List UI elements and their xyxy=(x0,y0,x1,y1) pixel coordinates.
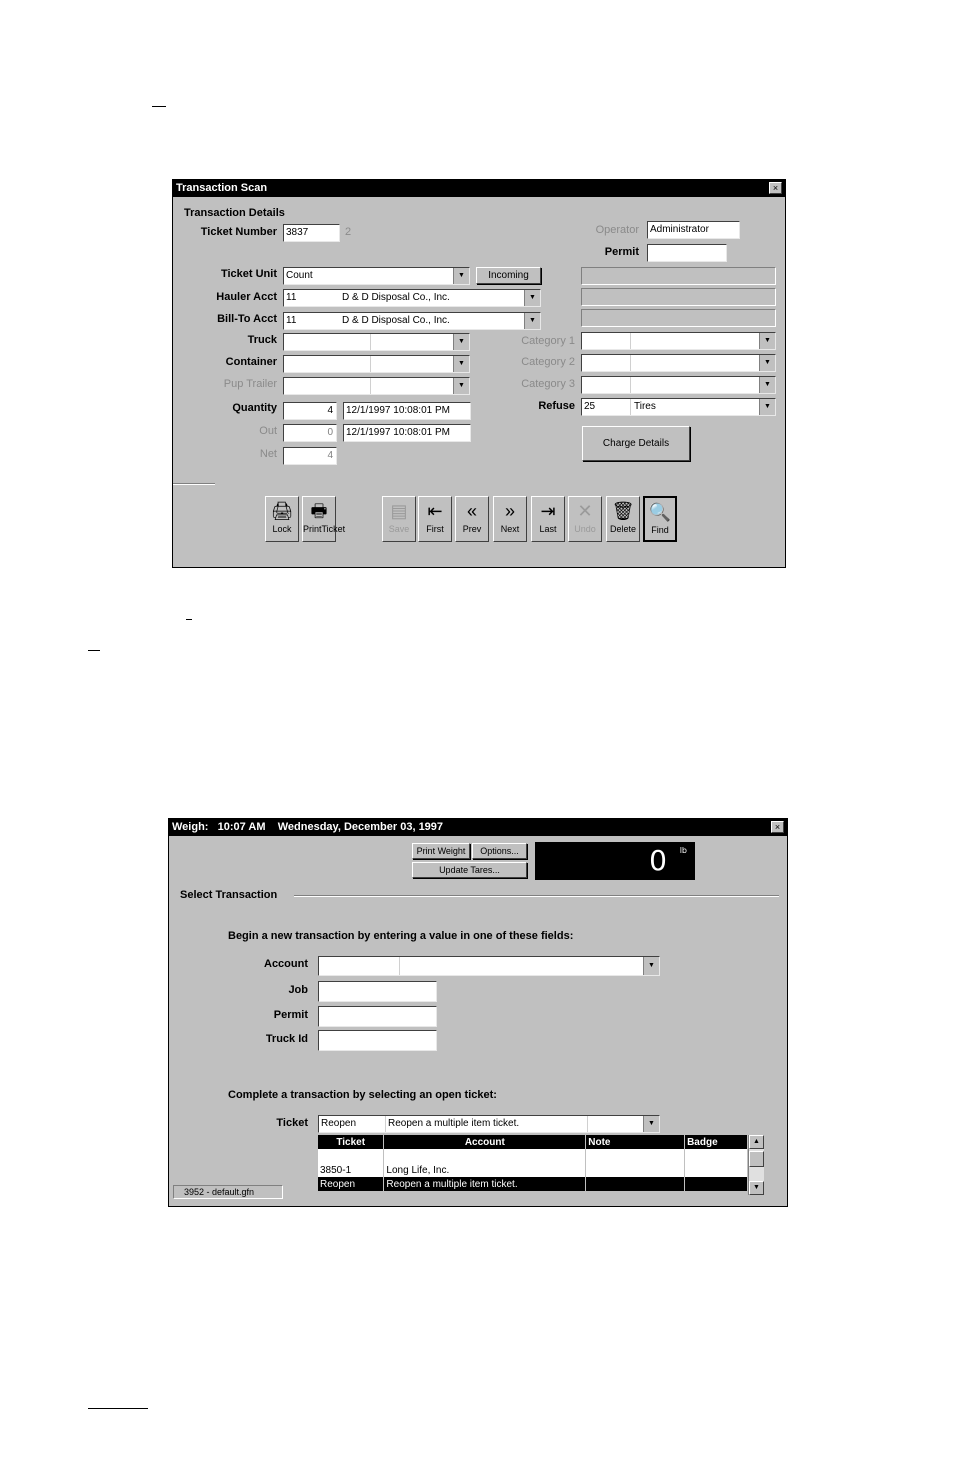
printticket-button[interactable] xyxy=(302,496,346,542)
table-cell xyxy=(318,1149,384,1163)
chevron-down-icon[interactable]: ▼ xyxy=(643,957,659,975)
operator-field[interactable]: Administrator xyxy=(647,221,740,239)
magnifier-icon: 🔍 xyxy=(648,502,672,522)
billto-acct-label: Bill-To Acct xyxy=(217,313,277,325)
close-icon[interactable]: × xyxy=(769,182,782,194)
weigh-window xyxy=(168,818,788,1207)
table-cell xyxy=(586,1177,685,1191)
quantity-time-field[interactable]: 12/1/1997 10:08:01 PM xyxy=(343,402,471,420)
ticket-unit-label: Ticket Unit xyxy=(220,268,277,280)
refuse-name: Tires xyxy=(634,401,656,412)
truck-id-label: Truck Id xyxy=(265,1033,308,1045)
billto-acct-select[interactable] xyxy=(283,312,541,330)
last-icon: ⇥ xyxy=(540,501,556,521)
weight-display xyxy=(535,842,695,880)
table-row[interactable] xyxy=(318,1149,748,1163)
net-label: Net xyxy=(259,448,277,460)
status-bar xyxy=(173,1185,283,1199)
table-row[interactable] xyxy=(318,1177,748,1191)
permit-label: Permit xyxy=(604,246,639,258)
refuse-select[interactable] xyxy=(581,398,776,416)
refuse-code: 25 xyxy=(584,401,596,412)
toolbar-button-label: Undo xyxy=(574,524,596,534)
billto-code: 11 xyxy=(286,315,297,326)
ticket-select[interactable] xyxy=(318,1115,660,1133)
table-cell: Reopen xyxy=(318,1177,384,1191)
window-title: Transaction Scan xyxy=(173,180,785,197)
undo-icon: ✕ xyxy=(577,501,593,521)
chevron-down-icon[interactable]: ▼ xyxy=(759,399,775,415)
table-cell: Reopen a multiple item ticket. xyxy=(384,1177,586,1191)
account-select[interactable] xyxy=(318,956,660,976)
category2-select[interactable] xyxy=(581,354,776,372)
toolbar-button-label: Last xyxy=(539,524,557,534)
toolbar-button-label: Delete xyxy=(609,524,636,534)
ticket-desc: Reopen a multiple item ticket. xyxy=(388,1118,520,1129)
category3-select[interactable] xyxy=(581,376,776,394)
column-header[interactable]: Badge xyxy=(685,1135,748,1149)
info-panel-3 xyxy=(581,309,776,327)
save-icon: ▤ xyxy=(390,501,408,521)
status-text: 3952 - default.gfn xyxy=(184,1187,255,1197)
ticket-unit-value: Count xyxy=(286,270,313,281)
permit-label: Permit xyxy=(273,1009,308,1021)
pup-trailer-label: Pup Trailer xyxy=(223,378,277,390)
lock-button[interactable] xyxy=(265,496,299,542)
chevron-down-icon[interactable]: ▼ xyxy=(453,378,469,394)
net-field: 4 xyxy=(283,447,337,465)
quantity-field[interactable]: 4 xyxy=(283,402,337,420)
section-border xyxy=(294,895,779,897)
toolbar-button-label: PrintTicket xyxy=(303,524,346,534)
table-cell xyxy=(685,1163,748,1177)
toolbar-button-label: First xyxy=(426,524,444,534)
print-weight-button[interactable]: Print Weight xyxy=(412,843,470,859)
begin-instruction: Begin a new transaction by entering a value in one of these fields: xyxy=(228,930,574,942)
column-header[interactable]: Account xyxy=(384,1135,586,1149)
scroll-up-icon[interactable]: ▲ xyxy=(749,1135,764,1149)
ticket-number-field[interactable]: 3837 xyxy=(283,224,340,242)
out-label: Out xyxy=(259,425,277,437)
prev-icon: « xyxy=(466,501,477,521)
truck-select[interactable] xyxy=(283,333,470,351)
toolbar-button-label: Lock xyxy=(272,524,292,534)
table-cell xyxy=(586,1163,685,1177)
options-button[interactable]: Options... xyxy=(472,843,527,859)
pup-trailer-select[interactable] xyxy=(283,377,470,395)
permit-field[interactable] xyxy=(647,244,727,262)
update-tares-button[interactable]: Update Tares... xyxy=(412,862,527,878)
chevron-down-icon[interactable]: ▼ xyxy=(453,268,469,284)
hauler-name: D & D Disposal Co., Inc. xyxy=(342,292,450,303)
next-button[interactable] xyxy=(493,496,527,542)
save-button[interactable] xyxy=(382,496,416,542)
hauler-acct-label: Hauler Acct xyxy=(216,291,277,303)
hauler-code: 11 xyxy=(286,292,297,303)
hauler-acct-select[interactable] xyxy=(283,289,541,307)
info-panel-1 xyxy=(581,267,776,285)
scroll-thumb[interactable] xyxy=(749,1151,764,1167)
table-cell: Long Life, Inc. xyxy=(384,1163,586,1177)
permit-input[interactable] xyxy=(318,1006,437,1027)
billto-name: D & D Disposal Co., Inc. xyxy=(342,315,450,326)
category1-select[interactable] xyxy=(581,332,776,350)
ticket-label: Ticket xyxy=(276,1117,308,1129)
section-title: Transaction Details xyxy=(184,207,285,219)
container-select[interactable] xyxy=(283,355,470,373)
out-field[interactable]: 0 xyxy=(283,424,337,442)
transaction-scan-window xyxy=(172,179,786,568)
section-title: Select Transaction xyxy=(180,889,278,901)
scroll-down-icon[interactable]: ▼ xyxy=(749,1181,764,1195)
info-panel-2 xyxy=(581,288,776,306)
category3-label: Category 3 xyxy=(521,378,575,390)
job-input[interactable] xyxy=(318,981,437,1002)
close-icon[interactable]: × xyxy=(771,821,784,833)
truck-label: Truck xyxy=(247,334,277,346)
ticket-suffix: 2 xyxy=(345,226,352,238)
column-header[interactable]: Note xyxy=(586,1135,685,1149)
chevron-down-icon[interactable]: ▼ xyxy=(453,356,469,372)
charge-details-button[interactable]: Charge Details xyxy=(582,426,690,461)
account-label: Account xyxy=(264,958,308,970)
first-button[interactable] xyxy=(418,496,452,542)
chevron-down-icon[interactable]: ▼ xyxy=(759,355,775,371)
delete-button[interactable] xyxy=(606,496,640,542)
chevron-down-icon[interactable]: ▼ xyxy=(524,313,540,329)
container-label: Container xyxy=(225,356,277,368)
chevron-down-icon[interactable]: ▼ xyxy=(759,377,775,393)
incoming-button[interactable]: Incoming xyxy=(476,267,541,284)
weight-value: 0 xyxy=(649,844,667,877)
table-cell xyxy=(586,1149,685,1163)
toolbar-button-label: Prev xyxy=(462,524,482,534)
ticket-code: Reopen xyxy=(321,1118,357,1129)
lock-icon: 🖨 xyxy=(270,501,294,521)
trash-icon: 🗑 xyxy=(611,501,635,521)
category2-label: Category 2 xyxy=(521,356,575,368)
chevron-down-icon[interactable]: ▼ xyxy=(524,290,540,306)
next-icon: » xyxy=(504,501,515,521)
ticket-number-label: Ticket Number xyxy=(200,226,277,238)
category1-label: Category 1 xyxy=(521,335,575,347)
chevron-down-icon[interactable]: ▼ xyxy=(759,333,775,349)
printer-icon: 🖶 xyxy=(310,501,328,521)
ticket-unit-select[interactable] xyxy=(283,267,470,285)
toolbar-button-label: Next xyxy=(500,524,520,534)
table-row[interactable] xyxy=(318,1163,748,1177)
list-scrollbar[interactable] xyxy=(748,1135,764,1195)
find-button[interactable] xyxy=(643,496,677,542)
table-cell: 3850-1 xyxy=(318,1163,384,1177)
chevron-down-icon[interactable]: ▼ xyxy=(453,334,469,350)
out-time-field[interactable]: 12/1/1997 10:08:01 PM xyxy=(343,424,471,442)
table-cell xyxy=(685,1149,748,1163)
chevron-down-icon[interactable]: ▼ xyxy=(643,1116,659,1132)
column-header[interactable]: Ticket xyxy=(318,1135,384,1149)
toolbar-button-label: Find xyxy=(651,525,669,535)
first-icon: ⇤ xyxy=(427,501,443,521)
ticket-dropdown-list[interactable] xyxy=(318,1135,748,1191)
group-divider xyxy=(173,483,215,485)
complete-instruction: Complete a transaction by selecting an open ticket: xyxy=(228,1089,497,1101)
operator-label: Operator xyxy=(595,224,639,236)
refuse-label: Refuse xyxy=(538,400,575,412)
weight-unit: lb xyxy=(679,846,687,855)
job-label: Job xyxy=(288,984,308,996)
window-title: Weigh: 10:07 AM Wednesday, December 03, 1997 xyxy=(169,819,787,836)
truck-id-input[interactable] xyxy=(318,1030,437,1051)
prev-button[interactable] xyxy=(455,496,489,542)
undo-button[interactable] xyxy=(568,496,602,542)
table-cell xyxy=(384,1149,586,1163)
toolbar-button-label: Save xyxy=(388,524,410,534)
quantity-label: Quantity xyxy=(232,402,277,414)
last-button[interactable] xyxy=(531,496,565,542)
table-cell xyxy=(685,1177,748,1191)
